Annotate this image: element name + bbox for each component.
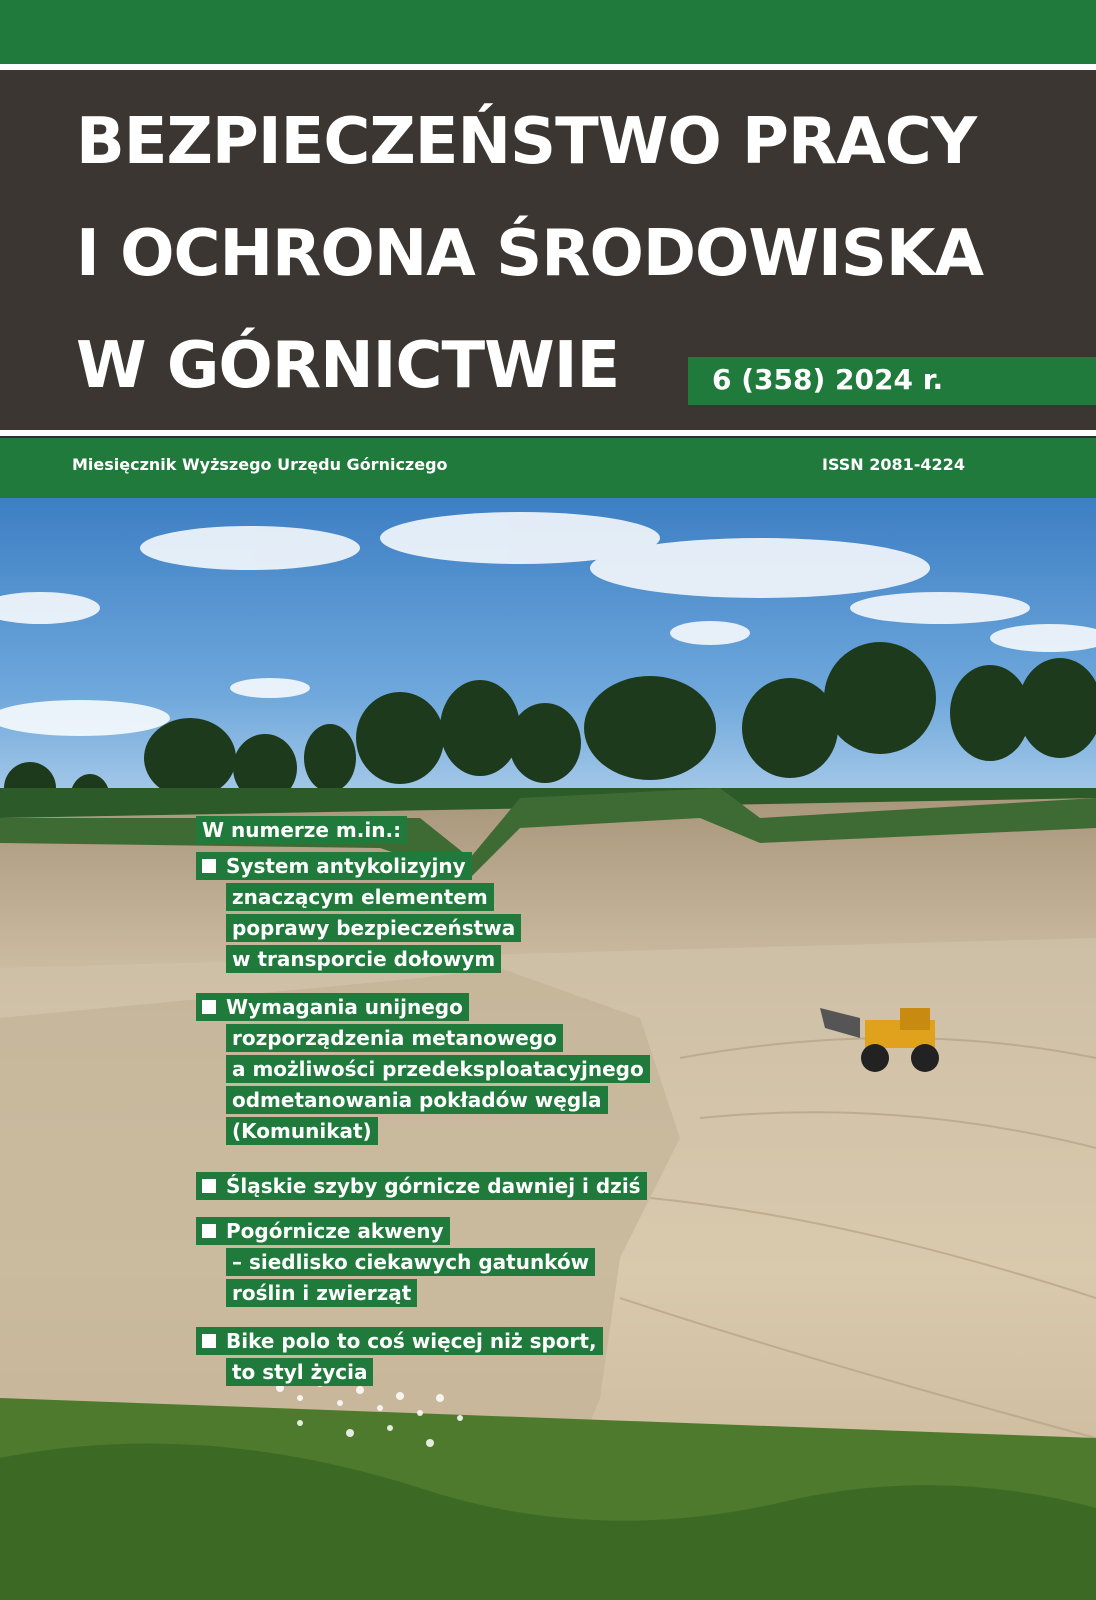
toc-line: Pogórnicze akweny <box>196 1217 450 1245</box>
title-line: W GÓRNICTWIE <box>76 329 620 403</box>
top-green-band <box>0 0 1096 64</box>
toc-line: (Komunikat) <box>226 1117 378 1145</box>
toc-line: Śląskie szyby górnicze dawniej i dziś <box>196 1172 647 1200</box>
toc-line: w transporcie dołowym <box>226 945 501 973</box>
toc-heading: W numerze m.in.: <box>196 816 407 844</box>
issn: ISSN 2081-4224 <box>822 455 965 474</box>
title-line: BEZPIECZEŃSTWO PRACY <box>76 105 977 179</box>
toc-line: – siedlisko ciekawych gatunków <box>226 1248 595 1276</box>
toc-line: rozporządzenia metanowego <box>226 1024 563 1052</box>
square-bullet-icon <box>202 1334 216 1348</box>
toc-item <box>196 993 650 1148</box>
toc-line: poprawy bezpieczeństwa <box>226 914 521 942</box>
square-bullet-icon <box>202 859 216 873</box>
toc-item <box>196 1327 603 1389</box>
toc-line: Bike polo to coś więcej niż sport, <box>196 1327 603 1355</box>
toc-line: a możliwości przedeksploatacyjnego <box>226 1055 650 1083</box>
divider-line <box>0 430 1096 436</box>
toc-line: odmetanowania pokładów węgla <box>226 1086 608 1114</box>
toc-line: Wymagania unijnego <box>196 993 469 1021</box>
square-bullet-icon <box>202 1179 216 1193</box>
square-bullet-icon <box>202 1224 216 1238</box>
toc-item <box>196 852 521 976</box>
toc-item <box>196 1172 647 1203</box>
toc-line: znaczącym elementem <box>226 883 494 911</box>
square-bullet-icon <box>202 1000 216 1014</box>
toc-line: to styl życia <box>226 1358 373 1386</box>
issue-number: 6 (358) 2024 r. <box>712 363 944 396</box>
toc-line: roślin i zwierząt <box>226 1279 417 1307</box>
publisher-subtitle: Miesięcznik Wyższego Urzędu Górniczego <box>72 455 448 474</box>
toc-item <box>196 1217 595 1310</box>
title-line: I OCHRONA ŚRODOWISKA <box>76 217 984 291</box>
toc-line: System antykolizyjny <box>196 852 472 880</box>
